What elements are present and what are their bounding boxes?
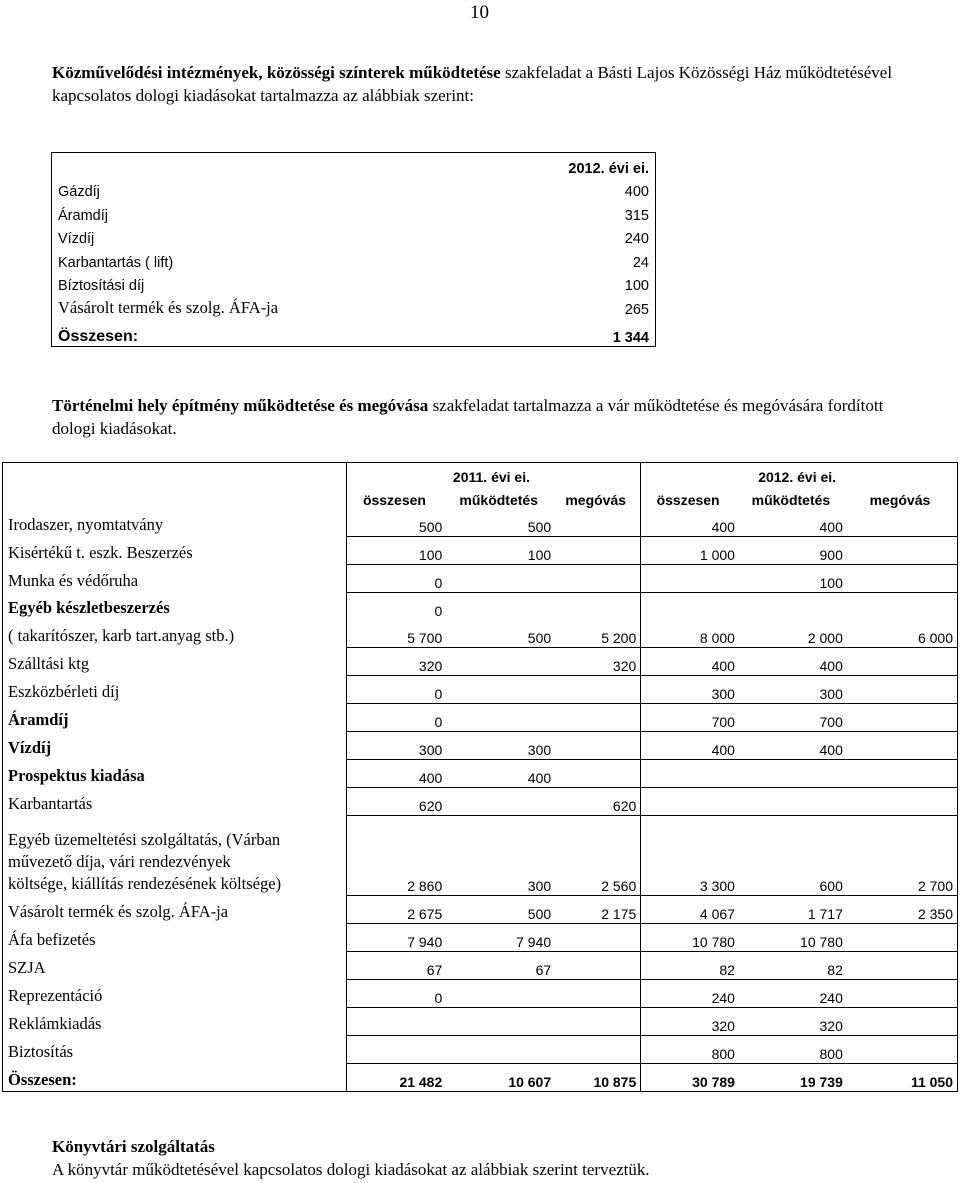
cell-value: 240	[739, 980, 847, 1008]
cell-value: 2 175	[555, 896, 641, 924]
intro-1-text: szakfeladat a Básti Lajos Közösségi Ház működtetésével kapcsolatos dologi kiadásokat tartalmazza az alábbiak szerint:	[52, 63, 893, 105]
row-value: 400	[624, 184, 649, 200]
total-value: 30 789	[692, 1074, 735, 1090]
cell-value: 0	[346, 704, 446, 732]
cell-value	[555, 732, 641, 760]
row-label: Kisértékű t. eszk. Beszerzés	[3, 537, 347, 565]
cell-value	[739, 760, 847, 788]
cell-value	[446, 593, 555, 621]
cell-value	[847, 565, 958, 593]
cell-value	[847, 537, 958, 565]
row-label: Irodaszer, nyomtatvány	[3, 509, 347, 537]
cell-value	[555, 537, 641, 565]
column-header-2012: 2012. évi ei.	[568, 160, 649, 177]
cell-value	[446, 676, 555, 704]
year-header-2012: 2012. évi ei.	[758, 469, 837, 485]
cell-value	[446, 704, 555, 732]
cell-value	[555, 760, 641, 788]
table-kozmuvelodes	[51, 152, 656, 347]
total-label: Összesen:	[58, 327, 139, 345]
table-row	[3, 788, 958, 816]
cell-value	[847, 509, 958, 537]
row-label: Áramdíj	[58, 207, 108, 224]
cell-value: 2 860	[346, 816, 446, 896]
table-row	[3, 924, 958, 952]
cell-value	[641, 788, 739, 816]
cell-value: 500	[446, 509, 555, 537]
cell-value: 300	[739, 676, 847, 704]
cell-value: 300	[641, 676, 739, 704]
cell-value	[739, 593, 847, 621]
table-row	[3, 952, 958, 980]
cell-value: 600	[739, 816, 847, 896]
cell-value: 240	[641, 980, 739, 1008]
row-label: Gázdíj	[58, 184, 100, 200]
cell-value: 400	[641, 648, 739, 676]
column-header-row	[3, 486, 958, 509]
section-text: A könyvtár működtetésével kapcsolatos dologi kiadásokat az alábbiak szerint terveztük.	[52, 1160, 650, 1179]
table-row	[3, 896, 958, 924]
table-row	[3, 732, 958, 760]
cell-value	[555, 1036, 641, 1064]
cell-value: 7 940	[346, 924, 446, 952]
cell-value	[555, 704, 641, 732]
cell-value	[446, 980, 555, 1008]
table-row	[52, 294, 656, 318]
intro-2-text: szakfeladat tartalmazza a vár működtetése és megóvására fordított dologi kiadásokat.	[52, 396, 884, 438]
column-header: működtetés	[459, 492, 538, 508]
row-label: SZJA	[3, 952, 347, 980]
total-value: 21 482	[399, 1074, 443, 1090]
cell-value: 320	[739, 1008, 847, 1036]
table-row	[52, 271, 656, 295]
cell-value: 1 000	[641, 537, 739, 565]
row-label: ( takarítószer, karb tart.anyag stb.)	[3, 620, 347, 648]
cell-value	[847, 980, 958, 1008]
table-row	[3, 676, 958, 704]
cell-value	[847, 648, 958, 676]
cell-value	[847, 1036, 958, 1064]
cell-value: 82	[739, 952, 847, 980]
total-value: 19 739	[800, 1074, 843, 1090]
total-label: Összesen:	[3, 1064, 347, 1092]
table-row	[3, 980, 958, 1008]
table-row	[52, 177, 656, 201]
cell-value	[641, 565, 739, 593]
column-header: megóvás	[869, 492, 931, 508]
cell-value	[555, 565, 641, 593]
cell-value: 500	[446, 620, 555, 648]
cell-value	[555, 952, 641, 980]
row-label: Vásárolt termék és szolg. ÁFA-ja	[58, 297, 279, 317]
cell-value	[847, 1008, 958, 1036]
cell-value	[555, 980, 641, 1008]
row-label: Áfa befizetés	[3, 924, 347, 952]
table-row	[3, 537, 958, 565]
cell-value	[847, 593, 958, 621]
row-value: 315	[624, 207, 649, 224]
cell-value: 500	[446, 896, 555, 924]
cell-value: 2 000	[739, 620, 847, 648]
cell-value: 82	[641, 952, 739, 980]
table-row	[3, 1008, 958, 1036]
intro-paragraph-2	[52, 394, 912, 440]
row-label: Reprezentáció	[3, 980, 347, 1008]
cell-value	[555, 676, 641, 704]
cell-value: 100	[446, 537, 555, 565]
cell-value	[641, 760, 739, 788]
cell-value: 400	[641, 509, 739, 537]
cell-value: 500	[346, 509, 446, 537]
cell-value	[847, 676, 958, 704]
cell-value: 1 717	[739, 896, 847, 924]
intro-paragraph-1	[52, 61, 912, 107]
row-label: Reklámkiadás	[3, 1008, 347, 1036]
cell-value: 900	[739, 537, 847, 565]
column-header: megóvás	[555, 486, 641, 509]
table-row	[3, 620, 958, 648]
row-label: Prospektus kiadása	[3, 760, 347, 788]
cell-value: 300	[446, 732, 555, 760]
table-row	[52, 247, 656, 271]
cell-value: 0	[346, 676, 446, 704]
table-row	[3, 816, 958, 896]
cell-value: 300	[446, 816, 555, 896]
table-row	[3, 593, 958, 621]
cell-value: 100	[739, 565, 847, 593]
page-number: 10	[470, 2, 489, 23]
cell-value	[446, 565, 555, 593]
row-label: Vásárolt termék és szolg. ÁFA-ja	[3, 896, 347, 924]
cell-value: 320	[346, 648, 446, 676]
cell-value	[446, 1036, 555, 1064]
cell-value: 0	[346, 565, 446, 593]
table-row	[52, 224, 656, 248]
cell-value: 0	[434, 603, 443, 619]
row-value: 265	[624, 301, 649, 318]
cell-value	[446, 788, 555, 816]
table-row	[3, 565, 958, 593]
cell-value	[346, 1008, 446, 1036]
total-value: 1 344	[612, 329, 649, 346]
cell-value: 4 067	[641, 896, 739, 924]
year-header-row	[3, 463, 958, 487]
row-value: 100	[624, 278, 649, 294]
cell-value: 100	[346, 537, 446, 565]
cell-value	[555, 509, 641, 537]
total-value: 10 875	[555, 1064, 641, 1092]
row-label: Vízdíj	[58, 231, 95, 247]
cell-value	[847, 924, 958, 952]
table-row	[3, 760, 958, 788]
table-total-row	[52, 318, 656, 347]
row-label: Vízdíj	[3, 732, 347, 760]
cell-value: 320	[555, 648, 641, 676]
cell-value	[847, 732, 958, 760]
column-header: összesen	[656, 492, 720, 508]
table-row	[3, 704, 958, 732]
year-header-2011: 2011. évi ei.	[346, 463, 641, 487]
total-value: 11 050	[910, 1074, 953, 1090]
table-total-row	[3, 1064, 958, 1092]
cell-value: 7 940	[446, 924, 555, 952]
cell-value: 67	[446, 952, 555, 980]
row-label: Egyéb készletbeszerzés	[3, 593, 347, 621]
row-label: Bíztosítási díj	[58, 278, 145, 294]
cell-value: 2 675	[346, 896, 446, 924]
cell-value	[847, 704, 958, 732]
cell-value: 400	[641, 732, 739, 760]
cell-value: 6 000	[847, 620, 958, 648]
cell-value: 2 560	[555, 816, 641, 896]
cell-value: 400	[739, 509, 847, 537]
table-row	[3, 1036, 958, 1064]
cell-value: 67	[346, 952, 446, 980]
row-value: 24	[632, 254, 649, 271]
cell-value: 5 200	[555, 620, 641, 648]
intro-1-bold: Közművelődési intézmények, közösségi színterek működtetése	[52, 63, 501, 82]
row-label: Biztosítás	[3, 1036, 347, 1064]
cell-value	[555, 593, 641, 621]
cell-value: 3 300	[641, 816, 739, 896]
row-label: Karbantartás ( lift)	[58, 254, 174, 271]
cell-value	[739, 788, 847, 816]
row-label: Munka és védőruha	[3, 565, 347, 593]
row-value: 240	[624, 231, 649, 247]
cell-value: 620	[346, 788, 446, 816]
cell-value	[555, 924, 641, 952]
table-row	[3, 648, 958, 676]
table-row	[52, 200, 656, 224]
cell-value	[641, 593, 739, 621]
row-label: Szálltási ktg	[3, 648, 347, 676]
table-row	[3, 509, 958, 537]
cell-value: 400	[446, 760, 555, 788]
cell-value: 700	[739, 704, 847, 732]
total-value: 10 607	[508, 1074, 552, 1090]
intro-2-bold: Történelmi hely építmény működtetése és megóvása	[52, 396, 429, 415]
cell-value: 5 700	[346, 620, 446, 648]
section-konyvtar	[52, 1135, 912, 1181]
cell-value: 620	[555, 788, 641, 816]
cell-value: 300	[346, 732, 446, 760]
cell-value	[847, 952, 958, 980]
table-header-row	[52, 153, 656, 177]
cell-value	[346, 1036, 446, 1064]
cell-value: 700	[641, 704, 739, 732]
cell-value: 8 000	[641, 620, 739, 648]
cell-value: 800	[739, 1036, 847, 1064]
cell-value: 2 350	[847, 896, 958, 924]
row-label: Áramdíj	[3, 704, 347, 732]
row-label: Eszközbérleti díj	[3, 676, 347, 704]
section-title: Könyvtári szolgáltatás	[52, 1137, 215, 1156]
cell-value: 320	[641, 1008, 739, 1036]
cell-value: 400	[739, 648, 847, 676]
cell-value: 800	[641, 1036, 739, 1064]
row-label: Karbantartás	[3, 788, 347, 816]
column-header: működtetés	[751, 492, 831, 508]
cell-value	[847, 760, 958, 788]
row-label: Egyéb üzemeltetési szolgáltatás, (Várban művezető díja, vári rendezvények költsége, kiállítás rendezésének költsége)	[3, 816, 347, 896]
cell-value	[446, 1008, 555, 1036]
cell-value: 0	[346, 980, 446, 1008]
cell-value: 2 700	[847, 816, 958, 896]
cell-value: 400	[739, 732, 847, 760]
cell-value	[446, 648, 555, 676]
cell-value	[847, 788, 958, 816]
column-header: összesen	[362, 492, 426, 508]
cell-value: 400	[346, 760, 446, 788]
cell-value	[555, 1008, 641, 1036]
cell-value: 10 780	[641, 924, 739, 952]
table-torteneti-hely	[2, 462, 958, 1092]
cell-value: 10 780	[739, 924, 847, 952]
